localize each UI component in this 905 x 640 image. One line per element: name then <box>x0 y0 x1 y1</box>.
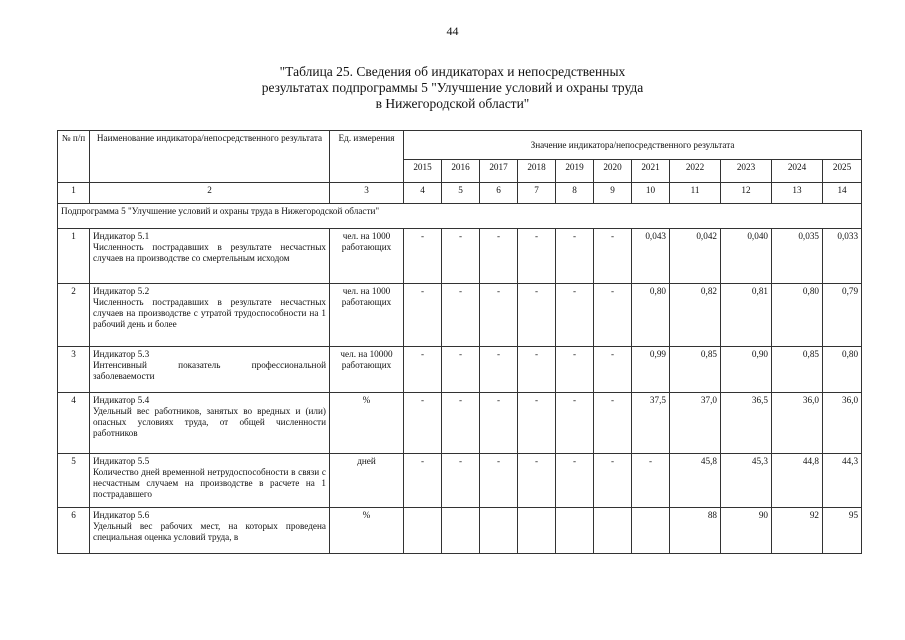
indicator-description: Интенсивный показатель профессиональной заболеваемости <box>93 360 326 381</box>
value-cell: - <box>442 454 480 508</box>
value-cell: 36,0 <box>823 393 862 454</box>
column-number: 5 <box>442 183 480 204</box>
value-cell: 0,033 <box>823 229 862 284</box>
value-cell: 36,0 <box>772 393 823 454</box>
year-header: 2024 <box>772 160 823 183</box>
value-cell: - <box>404 347 442 393</box>
unit-cell: чел. на 1000 работающих <box>330 229 404 284</box>
row-number: 6 <box>58 508 90 554</box>
indicator-description: Численность пострадавших в результате несчастных случаев на производстве с утратой трудоспособности на 1 рабочий день и более <box>93 297 326 329</box>
value-cell <box>556 508 594 554</box>
unit-cell: дней <box>330 454 404 508</box>
value-cell: - <box>404 284 442 347</box>
value-cell: 37,5 <box>632 393 670 454</box>
indicator-name-cell <box>90 508 330 554</box>
value-cell: - <box>404 454 442 508</box>
column-number: 1 <box>58 183 90 204</box>
row-number: 5 <box>58 454 90 508</box>
indicator-description: Численность пострадавших в результате несчастных случаев на производстве со смертельным исходом <box>93 242 326 263</box>
row-number: 2 <box>58 284 90 347</box>
column-number: 13 <box>772 183 823 204</box>
header-num: № п/п <box>58 131 90 183</box>
column-number: 10 <box>632 183 670 204</box>
column-number: 2 <box>90 183 330 204</box>
row-number: 1 <box>58 229 90 284</box>
value-cell: - <box>480 454 518 508</box>
column-number: 8 <box>556 183 594 204</box>
value-cell: - <box>518 454 556 508</box>
indicator-name-cell <box>90 284 330 347</box>
value-cell: - <box>442 284 480 347</box>
value-cell: 0,035 <box>772 229 823 284</box>
value-cell: 45,8 <box>670 454 721 508</box>
subprogram-title: Подпрограмма 5 "Улучшение условий и охраны труда в Нижегородской области" <box>58 204 862 229</box>
year-header: 2020 <box>594 160 632 183</box>
indicator-title: Индикатор 5.2 <box>93 286 150 296</box>
column-number: 11 <box>670 183 721 204</box>
value-cell: 0,79 <box>823 284 862 347</box>
column-number: 3 <box>330 183 404 204</box>
value-cell: - <box>556 393 594 454</box>
value-cell: 95 <box>823 508 862 554</box>
value-cell: 36,5 <box>721 393 772 454</box>
value-cell: - <box>594 229 632 284</box>
value-cell: 0,90 <box>721 347 772 393</box>
value-cell: - <box>480 393 518 454</box>
value-cell: - <box>518 393 556 454</box>
unit-cell: чел. на 1000 работающих <box>330 284 404 347</box>
value-cell: 0,80 <box>823 347 862 393</box>
value-cell: 0,042 <box>670 229 721 284</box>
unit-cell: % <box>330 393 404 454</box>
year-header: 2019 <box>556 160 594 183</box>
title-line: в Нижегородской области" <box>375 96 530 111</box>
indicator-title: Индикатор 5.5 <box>93 456 150 466</box>
value-cell: - <box>556 284 594 347</box>
value-cell: 45,3 <box>721 454 772 508</box>
column-numbers-row <box>58 183 862 204</box>
indicator-title: Индикатор 5.4 <box>93 395 150 405</box>
year-header: 2018 <box>518 160 556 183</box>
value-cell: 0,80 <box>632 284 670 347</box>
value-cell: - <box>442 229 480 284</box>
value-cell: 44,8 <box>772 454 823 508</box>
subprogram-row <box>58 204 862 229</box>
value-cell: - <box>594 284 632 347</box>
value-cell: - <box>594 393 632 454</box>
indicator-description: Удельный вес работников, занятых во вредных и (или) опасных условиях труда, от общей численности работников <box>93 406 326 438</box>
indicator-title: Индикатор 5.6 <box>93 510 150 520</box>
indicator-title: Индикатор 5.3 <box>93 349 150 359</box>
value-cell: - <box>480 229 518 284</box>
value-cell: 0,040 <box>721 229 772 284</box>
value-cell: 0,043 <box>632 229 670 284</box>
value-cell: 90 <box>721 508 772 554</box>
column-number: 6 <box>480 183 518 204</box>
value-cell: - <box>632 454 670 508</box>
header-value: Значение индикатора/непосредственного результата <box>404 131 862 160</box>
value-cell: 0,85 <box>772 347 823 393</box>
header-name: Наименование индикатора/непосредственного результата <box>90 131 330 183</box>
column-number: 14 <box>823 183 862 204</box>
value-cell: - <box>518 229 556 284</box>
year-header: 2017 <box>480 160 518 183</box>
indicator-name-cell <box>90 393 330 454</box>
value-cell: - <box>404 229 442 284</box>
value-cell: 0,80 <box>772 284 823 347</box>
value-cell <box>480 508 518 554</box>
indicator-description: Количество дней временной нетрудоспособности в связи с несчастным случаем на производстве в расчете на 1 пострадавшего <box>93 467 326 499</box>
title-line: результатах подпрограммы 5 "Улучшение условий и охраны труда <box>261 80 644 95</box>
value-cell: 0,99 <box>632 347 670 393</box>
table-row <box>58 284 862 347</box>
table-row <box>58 347 862 393</box>
year-header: 2015 <box>404 160 442 183</box>
page-number: 44 <box>446 24 459 38</box>
year-header: 2025 <box>823 160 862 183</box>
value-cell: 0,81 <box>721 284 772 347</box>
table-row <box>58 229 862 284</box>
value-cell: 0,85 <box>670 347 721 393</box>
value-cell: 37,0 <box>670 393 721 454</box>
value-cell <box>404 508 442 554</box>
indicator-table <box>57 130 862 554</box>
document-title <box>200 64 705 112</box>
header-row <box>58 131 862 160</box>
year-header: 2016 <box>442 160 480 183</box>
header-unit: Ед. измерения <box>330 131 404 183</box>
value-cell: - <box>480 284 518 347</box>
value-cell <box>518 508 556 554</box>
value-cell: - <box>518 347 556 393</box>
value-cell: - <box>480 347 518 393</box>
value-cell: - <box>556 347 594 393</box>
value-cell <box>594 508 632 554</box>
value-cell: 92 <box>772 508 823 554</box>
indicator-name-cell <box>90 347 330 393</box>
unit-cell: % <box>330 508 404 554</box>
table-row <box>58 393 862 454</box>
indicator-name-cell <box>90 229 330 284</box>
year-header: 2022 <box>670 160 721 183</box>
value-cell: - <box>556 229 594 284</box>
value-cell: - <box>594 454 632 508</box>
value-cell: - <box>556 454 594 508</box>
value-cell: - <box>404 393 442 454</box>
value-cell <box>632 508 670 554</box>
column-number: 12 <box>721 183 772 204</box>
table-row <box>58 454 862 508</box>
value-cell <box>442 508 480 554</box>
table-row <box>58 508 862 554</box>
year-header: 2023 <box>721 160 772 183</box>
column-number: 4 <box>404 183 442 204</box>
unit-cell: чел. на 10000 работающих <box>330 347 404 393</box>
indicator-description: Удельный вес рабочих мест, на которых проведена специальная оценка условий труда, в <box>93 521 326 542</box>
title-line: "Таблица 25. Сведения об индикаторах и непосредственных <box>279 64 626 79</box>
value-cell: 44,3 <box>823 454 862 508</box>
column-number: 9 <box>594 183 632 204</box>
row-number: 3 <box>58 347 90 393</box>
value-cell: 0,82 <box>670 284 721 347</box>
value-cell: - <box>594 347 632 393</box>
year-header: 2021 <box>632 160 670 183</box>
value-cell: - <box>518 284 556 347</box>
indicator-title: Индикатор 5.1 <box>93 231 150 241</box>
value-cell: - <box>442 347 480 393</box>
value-cell: - <box>442 393 480 454</box>
value-cell: 88 <box>670 508 721 554</box>
row-number: 4 <box>58 393 90 454</box>
indicator-name-cell <box>90 454 330 508</box>
column-number: 7 <box>518 183 556 204</box>
